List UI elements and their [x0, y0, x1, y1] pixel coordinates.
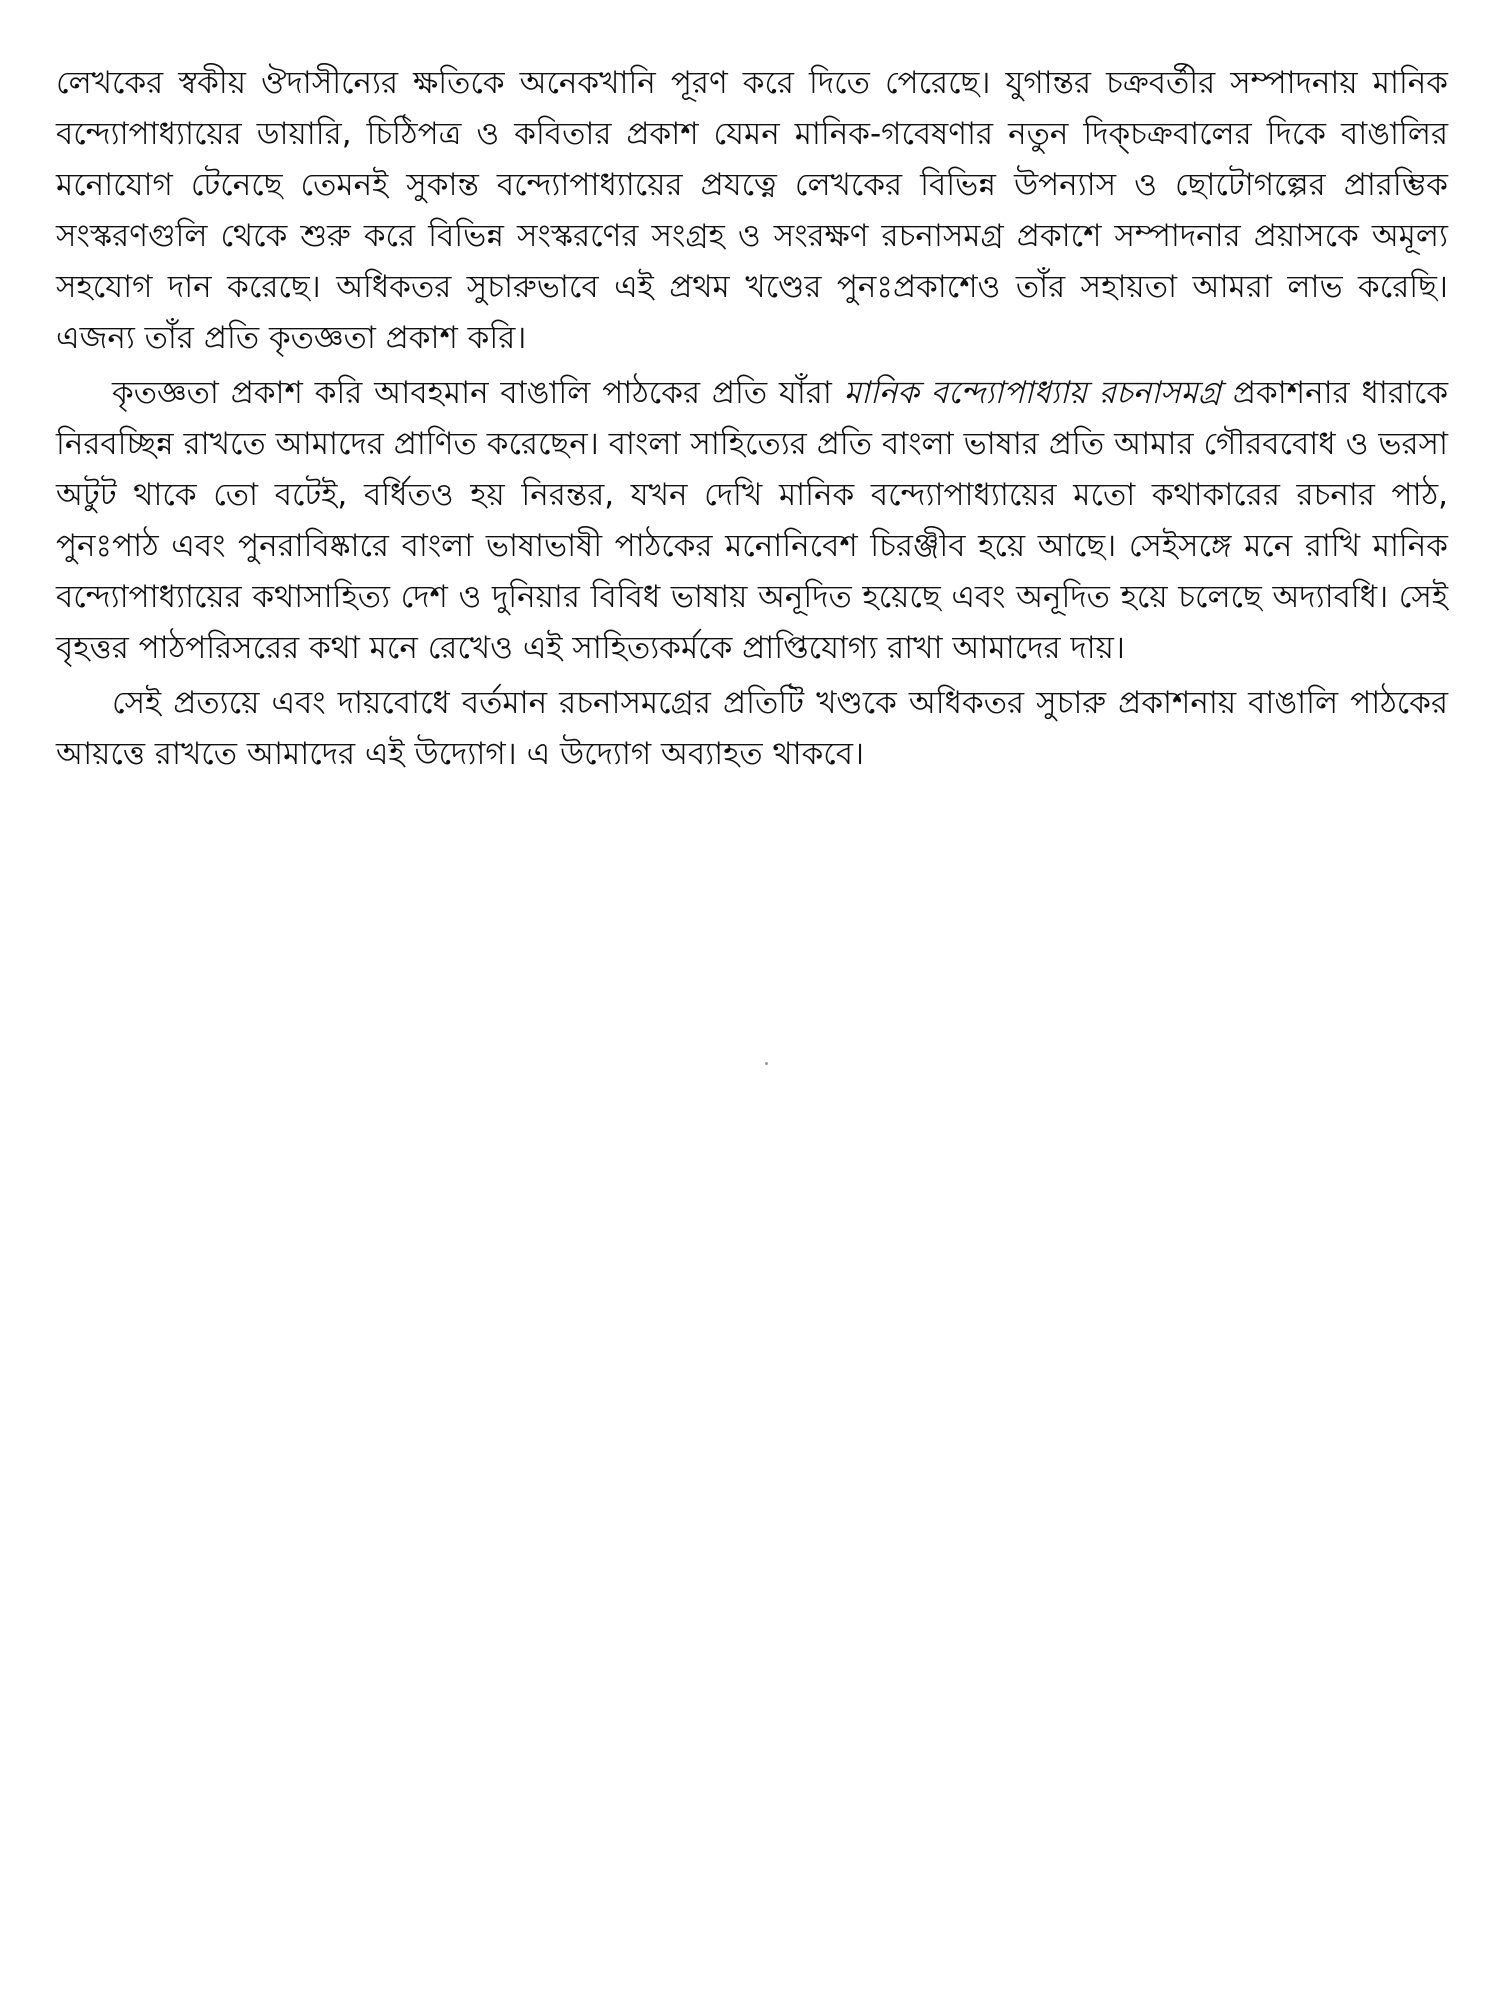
book-title-italic: মানিক বন্দ্যোপাধ্যায় রচনাসমগ্র	[843, 375, 1222, 411]
paragraph-2	[56, 368, 1448, 674]
document-page	[56, 58, 1448, 784]
paragraph-2-start: কৃতজ্ঞতা প্রকাশ করি আবহমান বাঙালি পাঠকের প্রতি যাঁরা	[112, 375, 844, 411]
paragraph-3: সেই প্রত্যয়ে এবং দায়বোধে বর্তমান রচনাসমগ্রের প্রতিটি খণ্ডকে অধিকতর সুচারু প্রকাশনায় বাঙালি পাঠকের আয়ত্তে রাখতে আমাদের এই উদ্যোগ। এ উদ্যোগ অব্যাহত থাকবে।	[56, 685, 1448, 772]
paragraph-2-end: প্রকাশনার ধারাকে নিরবচ্ছিন্ন রাখতে আমাদের প্রাণিত করেছেন। বাংলা সাহিত্যের প্রতি বাংলা ভাষার প্রতি আমার গৌরববোধ ও ভরসা অটুট থাকে তো বটেই, বর্ধিতও হয় নিরন্তর, যখন দেখি মানিক বন্দ্যোপাধ্যায়ের মতো কথাকারের রচনার পাঠ, পুনঃপাঠ এবং পুনরাবিষ্কারে বাংলা ভাষাভাষী পাঠকের মনোনিবেশ চিরঞ্জীব হয়ে আছে। সেইসঙ্গে মনে রাখি মানিক বন্দ্যোপাধ্যায়ের কথাসাহিত্য দেশ ও দুনিয়ার বিবিধ ভাষায় অনূদিত হয়েছে এবং অনূদিত হয়ে চলেছে অদ্যাবধি। সেই বৃহত্তর পাঠপরিসরের কথা মনে রেখেও এই সাহিত্যকর্মকে প্রাপ্তিযোগ্য রাখা আমাদের দায়।	[56, 375, 1449, 666]
paragraph-1: লেখকের স্বকীয় ঔদাসীন্যের ক্ষতিকে অনেকখানি পূরণ করে দিতে পেরেছে। যুগান্তর চক্রবর্তীর সম্পাদনায় মানিক বন্দ্যোপাধ্যায়ের ডায়ারি, চিঠিপত্র ও কবিতার প্রকাশ যেমন মানিক-গবেষণার নতুন দিক্চক্রবালের দিকে বাঙালির মনোযোগ টেনেছে তেমনই সুকান্ত বন্দ্যোপাধ্যায়ের প্রযত্নে লেখকের বিভিন্ন উপন্যাস ও ছোটোগল্পের প্রারম্ভিক সংস্করণগুলি থেকে শুরু করে বিভিন্ন সংস্করণের সংগ্রহ ও সংরক্ষণ রচনাসমগ্র প্রকাশে সম্পাদনার প্রয়াসকে অমূল্য সহযোগ দান করেছে। অধিকতর সুচারুভাবে এই প্রথম খণ্ডের পুনঃপ্রকাশেও তাঁর সহায়তা আমরা লাভ করেছি। এজন্য তাঁর প্রতি কৃতজ্ঞতা প্রকাশ করি।	[56, 65, 1448, 356]
scan-speck	[765, 1062, 768, 1065]
